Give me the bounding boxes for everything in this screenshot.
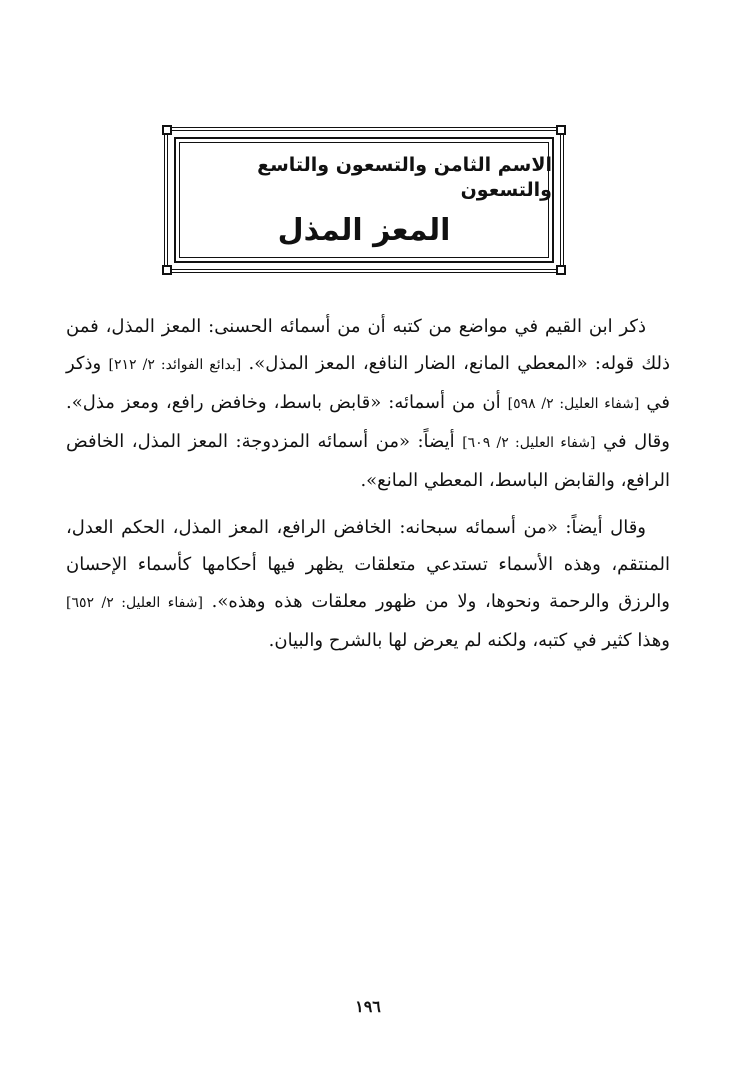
paragraph xyxy=(66,308,670,499)
chapter-title-frame xyxy=(164,127,564,273)
chapter-title: المعز المذل xyxy=(277,212,451,248)
paragraph xyxy=(66,509,670,659)
chapter-title-box xyxy=(174,137,554,263)
paragraph-text: أن من أسمائه: «قابض باسط، وخافض رافع، ومعز مذل». وقال في xyxy=(66,392,670,452)
frame-corner-ornament xyxy=(162,265,172,275)
paragraph-text: أيضاً: «من أسمائه المزدوجة: المعز المذل، الخافض الرافع، والقابض الباسط، المعطي المانع». xyxy=(66,431,670,491)
citation: [شفاء العليل: ٢/ ٦٠٩] xyxy=(462,435,596,451)
chapter-subtitle: الاسم الثامن والتسعون والتاسع والتسعون xyxy=(257,154,552,201)
paragraph-text: ذكر ابن القيم في مواضع من كتبه أن من أسمائه الحسنى: المعز المذل، فمن ذلك قوله: «المعطي المانع، الضار النافع، المعز المذل». xyxy=(66,316,670,374)
paragraph-text: وذكر في xyxy=(66,353,670,413)
frame-corner-ornament xyxy=(556,125,566,135)
frame-corner-ornament xyxy=(556,265,566,275)
citation: [شفاء العليل: ٢/ ٥٩٨] xyxy=(507,396,640,412)
frame-corner-ornament xyxy=(162,125,172,135)
page-number: ١٩٦ xyxy=(355,997,381,1016)
paragraph-text: وقال أيضاً: «من أسمائه سبحانه: الخافض الرافع، المعز المذل، الحكم العدل، المنتقم، وهذه الأسماء تستدعي متعلقات يظهر فيها أحكامها كأسماء الإحسان والرزق والرحمة ونحوها، ولا من ظهور معلقات هذه وهذه». xyxy=(66,517,670,612)
paragraph-text: وهذا كثير في كتبه، ولكنه لم يعرض لها بالشرح والبيان. xyxy=(268,630,670,651)
body-text xyxy=(66,308,670,659)
citation: [شفاء العليل: ٢/ ٦٥٢] xyxy=(66,595,203,611)
citation: [بدائع الفوائد: ٢/ ٢١٢] xyxy=(108,357,242,373)
